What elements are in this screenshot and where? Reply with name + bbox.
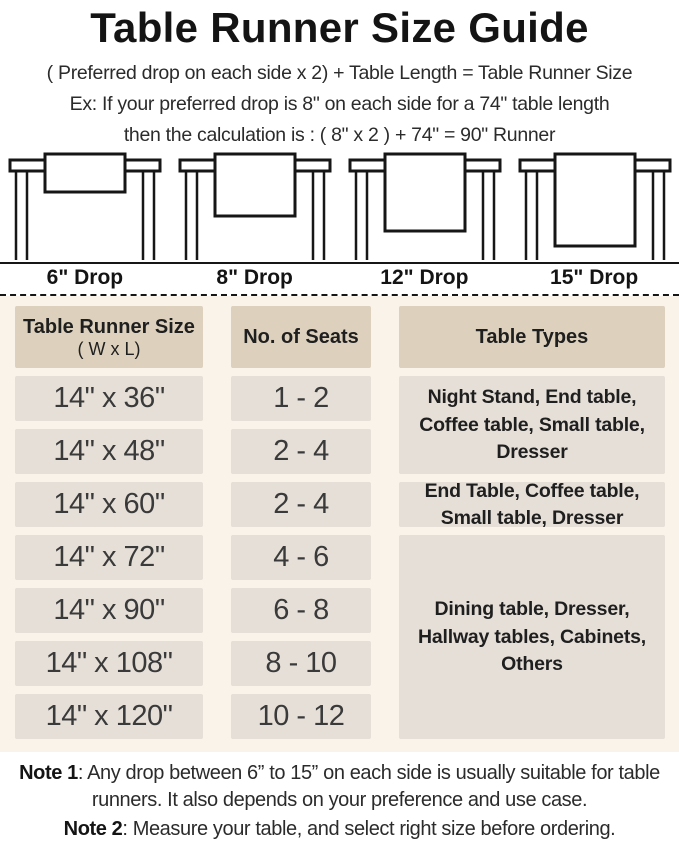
table-types-cell: Night Stand, End table, Coffee table, Small table, Dresser (399, 376, 665, 474)
header-runner-size-line2: ( W x L) (77, 338, 141, 359)
drop-label-12: 12" Drop (380, 266, 469, 290)
example-line-2: then the calculation is : ( 8" x 2 ) + 74" = 90" Runner (123, 124, 556, 147)
drop-label-6: 6" Drop (46, 266, 124, 290)
drop-diagrams (0, 152, 679, 262)
runner-size-cell: 14" x 36" (15, 376, 203, 421)
seats-cell: 2 - 4 (231, 482, 371, 527)
header-table-types: Table Types (399, 306, 665, 368)
note-1-text: : Any drop between 6” to 15” on each side is usually suitable for table runners. It also depends on your preference and use case. (77, 762, 660, 811)
formula-text: ( Preferred drop on each side x 2) + Table Length = Table Runner Size (46, 62, 633, 85)
table-types-cell: Dining table, Dresser, Hallway tables, Cabinets, Others (399, 535, 665, 739)
seats-cell: 4 - 6 (231, 535, 371, 580)
note-2-text: : Measure your table, and select right size before ordering. (122, 818, 616, 841)
runner-size-cell: 14" x 60" (15, 482, 203, 527)
notes-section (0, 752, 679, 842)
drop-label-15: 15" Drop (550, 266, 639, 290)
note-2 (5, 816, 674, 842)
seats-cell: 8 - 10 (231, 641, 371, 686)
runner-size-cell: 14" x 90" (15, 588, 203, 633)
header-runner-size-line1: Table Runner Size (23, 315, 195, 338)
seats-cell: 1 - 2 (231, 376, 371, 421)
example-line-1: Ex: If your preferred drop is 8" on each side for a 74" table length (69, 93, 610, 116)
table-diagram-6-drop (0, 152, 170, 262)
seats-cell: 2 - 4 (231, 429, 371, 474)
seats-cell: 6 - 8 (231, 588, 371, 633)
size-guide-page (0, 4, 679, 841)
header-seats: No. of Seats (231, 306, 371, 368)
table-diagram-15-drop (510, 152, 679, 262)
size-table-section (0, 296, 679, 752)
header-runner-size (15, 306, 203, 368)
table-diagram-8-drop (170, 152, 340, 262)
runner-size-cell: 14" x 72" (15, 535, 203, 580)
runner-size-cell: 14" x 120" (15, 694, 203, 739)
drop-labels-row (0, 264, 679, 294)
note-2-label: Note 2 (63, 818, 123, 841)
note-1 (5, 760, 674, 813)
table-types-cell: End Table, Coffee table, Small table, Dresser (399, 482, 665, 527)
page-title: Table Runner Size Guide (90, 4, 589, 51)
note-1-label: Note 1 (19, 762, 78, 785)
size-table (15, 306, 665, 739)
table-diagram-12-drop (340, 152, 510, 262)
runner-size-cell: 14" x 48" (15, 429, 203, 474)
seats-cell: 10 - 12 (231, 694, 371, 739)
drop-label-8: 8" Drop (216, 266, 293, 290)
runner-size-cell: 14" x 108" (15, 641, 203, 686)
